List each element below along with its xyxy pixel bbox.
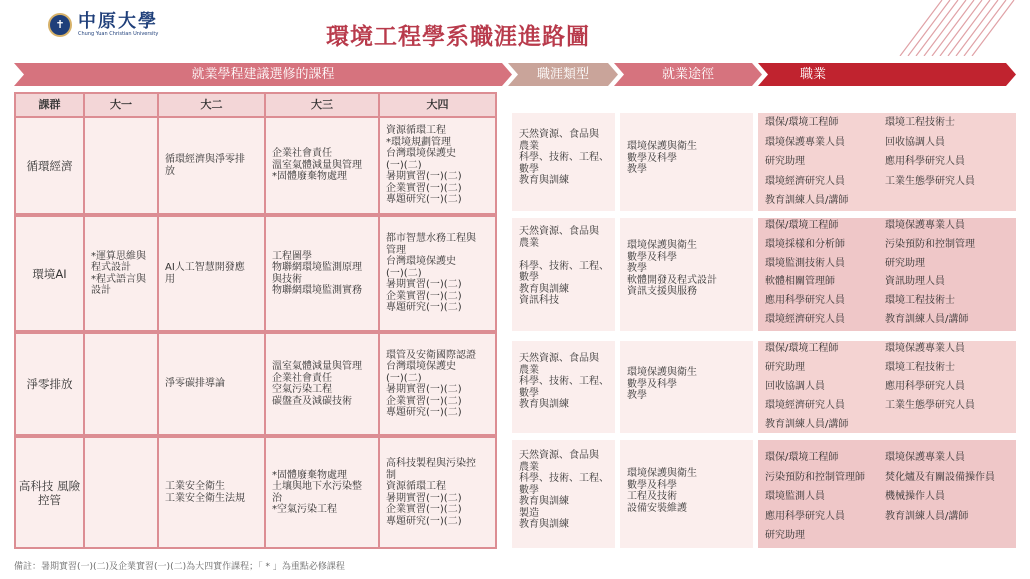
path-panel-2	[620, 218, 753, 331]
career-type-text-2: 天然資源、食品與 農業 科學、技術、工程、 數學 教育與訓練 資訊科技	[519, 226, 609, 306]
occupation-label: 職業	[799, 67, 826, 82]
job-item: 教育訓練人員/講師	[765, 195, 849, 207]
row3-year3: 溫室氣體減量與管理 企業社會責任 空氣污染工程 碳盤查及減碳技術	[266, 334, 378, 434]
row3-year1	[85, 334, 157, 434]
employment-path-label: 就業途徑	[661, 67, 714, 82]
group-net-zero: 淨零排放	[16, 334, 83, 434]
career-type-panel-1	[512, 113, 615, 211]
university-logo	[48, 12, 158, 37]
row4-year3: *固體廢棄物處理 土壤與地下水污染整 治 *空氣污染工程	[266, 438, 378, 547]
job-item: 焚化爐及有關設備操作員	[885, 471, 995, 483]
jobs-left-1	[765, 113, 848, 211]
job-item: 工業生態學研究人員	[885, 400, 975, 411]
course-table	[14, 92, 497, 549]
job-item: 環保/環境工程師	[765, 220, 839, 231]
job-item: 環境採樣和分析師	[765, 238, 845, 250]
path-text-4: 環境保護與衛生 數學及科學 工程及技術 設備安裝維護	[627, 468, 697, 514]
row4-year2: 工業安全衛生 工業安全衛生法規	[159, 438, 264, 547]
header-year3: 大三	[266, 94, 378, 116]
career-type-text-3: 天然資源、食品與 農業 科學、技術、工程、 數學 教育與訓練	[519, 353, 609, 410]
group-hightech-risk: 高科技 風險控管	[16, 438, 83, 547]
job-item: 環保/環境工程師	[765, 452, 839, 463]
job-item: 污染預防和控制管理	[885, 238, 975, 250]
row1-year2: 循環經濟與淨零排 放	[159, 118, 264, 213]
job-item: 環境工程技術士	[885, 295, 955, 307]
job-item: 環保/環境工程師	[765, 117, 839, 128]
employment-path-ribbon	[614, 63, 762, 86]
jobs-right-3	[885, 339, 975, 415]
path-panel-4	[620, 440, 753, 548]
row4-year1	[85, 438, 157, 547]
row3-year2: 淨零碳排導論	[159, 334, 264, 434]
job-item: 環境監測技術人員	[765, 257, 845, 269]
path-panel-3	[620, 341, 753, 433]
row2-year2: AI人工智慧開發應 用	[159, 217, 264, 330]
job-item: 環境經濟研究人員	[765, 175, 845, 187]
job-item: 應用科學研究人員	[885, 381, 965, 392]
row1-year4: 資源循環工程 *環境規劃管理 台灣環境保護史 (一)(二) 暑期實習(一)(二) 企業實習(一)(二) 專題研究(一)(二)	[380, 118, 495, 213]
job-item: 環境工程技術士	[885, 362, 955, 373]
row1-year1	[85, 118, 157, 213]
job-item: 環境保護專業人員	[885, 452, 965, 463]
jobs-panel-4	[758, 440, 1016, 548]
career-type-text-4: 天然資源、食品與 農業 科學、技術、工程、 數學 教育與訓練 製造 教育與訓練	[519, 450, 609, 530]
job-item: 回收協調人員	[885, 136, 945, 148]
header-year1: 大一	[85, 94, 157, 116]
job-item: 環境經濟研究人員	[765, 313, 845, 325]
jobs-panel-3	[758, 341, 1016, 433]
jobs-right-2	[885, 217, 975, 330]
career-type-label: 職涯類型	[536, 67, 589, 82]
row2-year1: *運算思維與 程式設計 *程式語言與 設計	[85, 217, 157, 330]
job-item: 研究助理	[765, 362, 805, 373]
job-item: 機械操作人員	[885, 491, 945, 503]
job-item: 教育訓練人員/講師	[885, 510, 969, 522]
path-text-3: 環境保護與衛生 數學及科學 教學	[627, 367, 697, 401]
occupation-ribbon	[758, 63, 1016, 86]
path-text-1: 環境保護與衛生 數學及科學 教學	[627, 141, 697, 175]
job-item: 環境監測人員	[765, 491, 825, 503]
job-item: 環境保護專業人員	[885, 343, 965, 354]
jobs-left-3	[765, 339, 848, 434]
header-year4: 大四	[380, 94, 495, 116]
career-type-text-1: 天然資源、食品與 農業 科學、技術、工程、 數學 教育與訓練	[519, 129, 609, 186]
group-environmental-ai: 環境AI	[16, 217, 83, 330]
job-item: 應用科學研究人員	[765, 295, 845, 307]
jobs-left-4	[765, 448, 865, 546]
row1-year3: 企業社會責任 溫室氣體減量與管理 *固體廢棄物處理	[266, 118, 378, 213]
job-item: 工業生態學研究人員	[885, 175, 975, 187]
jobs-left-2	[765, 217, 845, 330]
job-item: 污染預防和控制管理師	[765, 471, 865, 483]
jobs-panel-1	[758, 113, 1016, 211]
job-item: 應用科學研究人員	[765, 510, 845, 522]
university-seal-icon: ✝	[48, 13, 72, 37]
university-name-cn: 中原大學	[78, 11, 158, 32]
career-type-panel-4	[512, 440, 615, 548]
header-group: 課群	[16, 94, 83, 116]
job-item: 環境經濟研究人員	[765, 400, 845, 411]
job-item: 資訊助理人員	[885, 276, 945, 288]
job-item: 研究助理	[885, 257, 925, 269]
page-title: 環境工程學系職涯進路圖	[326, 24, 590, 50]
job-item: 回收協調人員	[765, 381, 825, 392]
job-item: 環境保護專業人員	[765, 136, 845, 148]
diagonal-lines-decoration	[890, 0, 1030, 56]
courses-ribbon-label: 就業學程建議選修的課程	[191, 67, 335, 82]
row2-year4: 都市智慧水務工程與 管理 台灣環境保護史 (一)(二) 暑期實習(一)(二) 企業實習(一)(二) 專題研究(一)(二)	[380, 217, 495, 330]
career-type-panel-3	[512, 341, 615, 433]
job-item: 教育訓練人員/講師	[885, 313, 969, 325]
career-type-ribbon	[508, 63, 618, 86]
jobs-right-1	[885, 113, 975, 191]
group-circular-economy: 循環經濟	[16, 118, 83, 213]
job-item: 研究助理	[765, 530, 805, 542]
job-item: 環境工程技術士	[885, 117, 955, 128]
row3-year4: 環管及安衛國際認證 台灣環境保護史 (一)(二) 暑期實習(一)(二) 企業實習(一)(二) 專題研究(一)(二)	[380, 334, 495, 434]
row2-year3: 工程圖學 物聯網環境監測原理 與技術 物聯網環境監測實務	[266, 217, 378, 330]
path-text-2: 環境保護與衛生 數學及科學 教學 軟體開發及程式設計 資訊支援與服務	[627, 240, 717, 297]
footnote: 備註：暑期實習(一)(二)及企業實習(一)(二)為大四實作課程；「 * 」為重點必修課程	[14, 562, 345, 572]
header-year2: 大二	[159, 94, 264, 116]
job-item: 教育訓練人員/講師	[765, 419, 849, 430]
jobs-right-4	[885, 448, 995, 526]
university-name-en: Chung Yuan Christian University	[78, 31, 159, 37]
job-item: 環境保護專業人員	[885, 220, 965, 231]
job-item: 軟體相關管理師	[765, 276, 835, 288]
career-type-panel-2	[512, 218, 615, 331]
job-item: 應用科學研究人員	[885, 156, 965, 168]
job-item: 環保/環境工程師	[765, 343, 839, 354]
path-panel-1	[620, 113, 753, 211]
jobs-panel-2	[758, 218, 1016, 331]
row4-year4: 高科技製程與污染控 制 資源循環工程 暑期實習(一)(二) 企業實習(一)(二) 專題研究(一)(二)	[380, 438, 495, 547]
job-item: 研究助理	[765, 156, 805, 168]
courses-ribbon	[14, 63, 512, 86]
